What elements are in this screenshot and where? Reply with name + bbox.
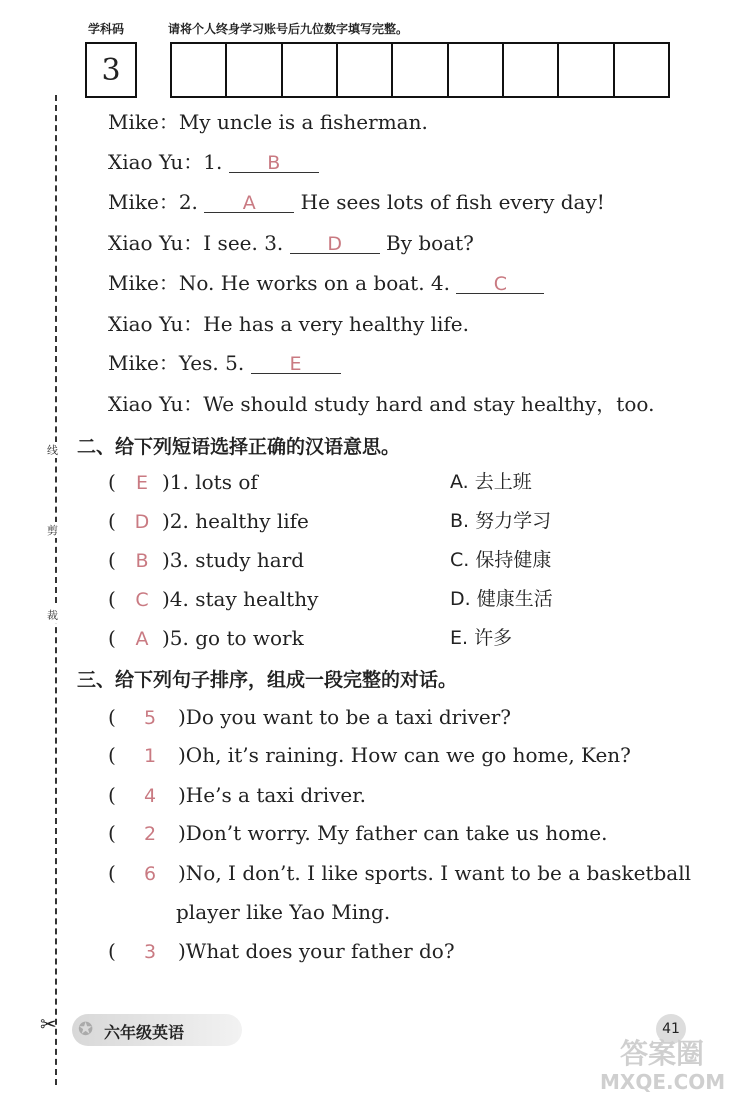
match-answer[interactable]: E — [135, 472, 148, 494]
dialogue-line — [108, 150, 319, 174]
match-answer[interactable]: C — [135, 589, 149, 611]
order-text: )What does your father do? — [178, 939, 455, 963]
order-row: ( 3 )What does your father do? — [108, 939, 455, 963]
dialogue-line — [108, 110, 428, 134]
answer-blank[interactable] — [290, 231, 380, 254]
dialogue-line — [108, 351, 341, 375]
answer-letter: B — [267, 152, 281, 174]
match-option: B. 努力学习 — [450, 510, 552, 532]
dialogue-line — [108, 392, 654, 416]
account-digit-boxes — [170, 42, 670, 98]
digit-cell[interactable] — [283, 44, 338, 96]
dialogue-text: Mike：2. — [108, 190, 198, 214]
page-number: 41 — [656, 1014, 686, 1044]
answer-letter: A — [242, 192, 256, 214]
answer-blank[interactable] — [251, 351, 341, 374]
match-phrase: )1. lots of — [162, 470, 258, 494]
section2-title: 二、给下列短语选择正确的汉语意思。 — [77, 436, 401, 458]
match-answer[interactable]: B — [135, 550, 149, 572]
digit-cell[interactable] — [615, 44, 668, 96]
dialogue-text: Mike：No. He works on a boat. 4. — [108, 271, 450, 295]
match-row: ( D )2. healthy life — [108, 509, 309, 533]
match-option: C. 保持健康 — [450, 549, 552, 571]
digit-cell[interactable] — [449, 44, 504, 96]
answer-letter: E — [289, 353, 302, 375]
order-answer[interactable]: 3 — [143, 941, 157, 963]
match-option: E. 许多 — [450, 627, 513, 649]
dialogue-text: By boat? — [386, 231, 474, 255]
digit-cell[interactable] — [338, 44, 393, 96]
digit-cell[interactable] — [559, 44, 614, 96]
order-text-continuation: player like Yao Ming. — [176, 900, 391, 924]
answer-letter: C — [493, 273, 507, 295]
digit-cell[interactable] — [227, 44, 282, 96]
order-answer[interactable]: 5 — [143, 707, 157, 729]
digit-cell[interactable] — [172, 44, 227, 96]
cut-line — [55, 95, 57, 1085]
match-phrase: )2. healthy life — [162, 509, 309, 533]
order-text: )No, I don’t. I like sports. I want to be a basketball — [178, 861, 691, 885]
match-phrase: )4. stay healthy — [162, 587, 319, 611]
digit-cell[interactable] — [393, 44, 448, 96]
cut-mark-xian: 线 — [47, 444, 58, 457]
digit-cell[interactable] — [504, 44, 559, 96]
match-phrase: )3. study hard — [162, 548, 305, 572]
match-row: ( C )4. stay healthy — [108, 587, 319, 611]
order-row: ( 2 )Don’t worry. My father can take us home. — [108, 821, 608, 845]
subject-code-label: 学科码 — [88, 22, 125, 36]
watermark-logo: 答案圈 — [620, 1037, 705, 1070]
match-row: ( B )3. study hard — [108, 548, 305, 572]
order-text: )Don’t worry. My father can take us home. — [178, 821, 608, 845]
dialogue-text: He sees lots of fish every day! — [300, 190, 605, 214]
book-label: 六年级英语 — [104, 1023, 185, 1042]
dialogue-text: Xiao Yu：We should study hard and stay healthy，too. — [108, 392, 655, 416]
order-row: ( 6 )No, I don’t. I like sports. I want to be a basketball — [108, 861, 691, 885]
dialogue-text: Xiao Yu：1. — [108, 150, 223, 174]
account-instruction: 请将个人终身学习账号后九位数字填写完整。 — [168, 22, 409, 36]
section3-title: 三、给下列句子排序，组成一段完整的对话。 — [77, 669, 458, 691]
dialogue-line — [108, 231, 474, 255]
order-answer[interactable]: 4 — [143, 785, 157, 807]
order-answer[interactable]: 1 — [143, 745, 157, 767]
match-row: ( A )5. go to work — [108, 626, 304, 650]
answer-blank[interactable] — [204, 190, 294, 213]
cut-mark-jian: 剪 — [47, 524, 58, 537]
answer-letter: D — [327, 233, 342, 255]
match-row: ( E )1. lots of — [108, 470, 258, 494]
order-text: )Oh, it’s raining. How can we go home, Ken? — [178, 743, 631, 767]
order-row: ( 1 )Oh, it’s raining. How can we go home, Ken? — [108, 743, 631, 767]
order-row: ( 4 )He’s a taxi driver. — [108, 783, 366, 807]
order-answer[interactable]: 6 — [143, 863, 157, 885]
dialogue-text: Xiao Yu：He has a very healthy life. — [108, 312, 469, 336]
dialogue-line — [108, 312, 469, 336]
match-answer[interactable]: A — [135, 628, 149, 650]
match-phrase: )5. go to work — [162, 626, 304, 650]
dialogue-text: Mike：My uncle is a fisherman. — [108, 110, 428, 134]
dialogue-text: Xiao Yu：I see. 3. — [108, 231, 284, 255]
dialogue-text: Mike：Yes. 5. — [108, 351, 245, 375]
match-option: D. 健康生活 — [450, 588, 553, 610]
dialogue-line — [108, 271, 544, 295]
match-option: A. 去上班 — [450, 471, 532, 493]
order-row: ( 5 )Do you want to be a taxi driver? — [108, 705, 512, 729]
dialogue-line — [108, 190, 605, 214]
answer-blank[interactable] — [456, 271, 544, 294]
answer-blank[interactable] — [229, 150, 319, 173]
order-answer[interactable]: 2 — [143, 823, 157, 845]
cut-mark-cai: 裁 — [47, 609, 58, 622]
watermark-url: MXQE.COM — [600, 1070, 726, 1094]
scissors-icon: ✂ — [40, 1012, 57, 1036]
subject-code-box: 3 — [85, 42, 137, 98]
order-text: )He’s a taxi driver. — [178, 783, 366, 807]
match-answer[interactable]: D — [134, 511, 150, 533]
order-text: )Do you want to be a taxi driver? — [178, 705, 512, 729]
star-icon: ✪ — [78, 1019, 94, 1040]
